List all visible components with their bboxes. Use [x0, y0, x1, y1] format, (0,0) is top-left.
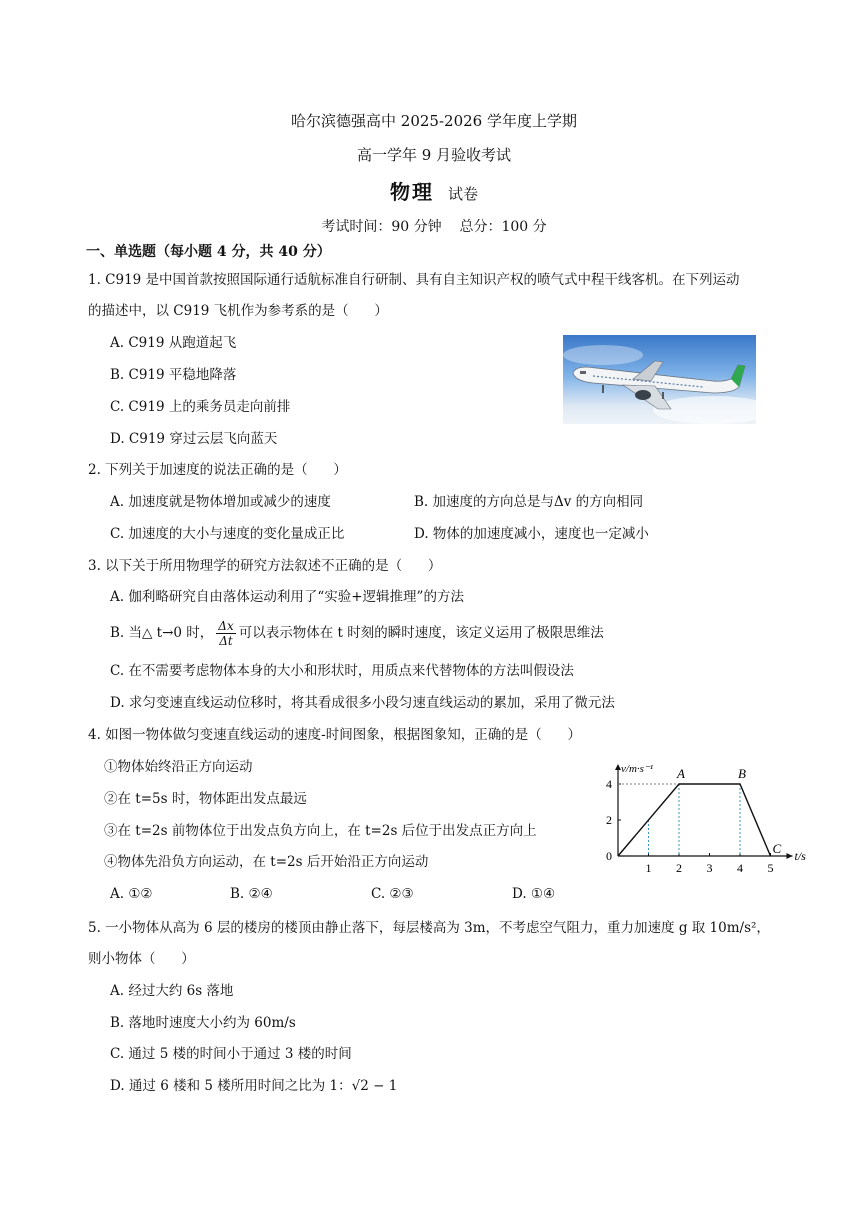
vt-graph-svg — [598, 760, 818, 878]
q4-statement-1: ①物体始终沿正方向运动 — [104, 759, 253, 775]
q5-stem-line2: 则小物体（ ） — [88, 951, 195, 967]
q3-stem: 3. 以下关于所用物理学的研究方法叙述不正确的是（ ） — [88, 558, 442, 574]
q2-option-b: B. 加速度的方向总是与Δv 的方向相同 — [414, 494, 644, 510]
airplane-illustration — [563, 335, 756, 424]
q5-stem-line1: 5. 一小物体从高为 6 层的楼房的楼顶由静止落下，每层楼高为 3m，不考虑空气阻力，重力加速度 g 取 10m/s²， — [88, 920, 770, 936]
q4-choice-b: B. ②④ — [230, 886, 273, 902]
q5-option-a: A. 经过大约 6s 落地 — [110, 983, 234, 999]
q3-option-b-pre: B. 当△ t→0 时， — [110, 625, 214, 641]
paper-label: 试卷 — [447, 185, 478, 203]
q4-statement-4: ④物体先沿负方向运动，在 t=2s 后开始沿正方向运动 — [104, 854, 429, 870]
q1-option-d: D. C919 穿过云层飞向蓝天 — [110, 431, 278, 447]
point-label-b: B — [738, 766, 746, 781]
y-tick-label: 2 — [606, 813, 612, 827]
q3-option-a: A. 伽利略研究自由落体运动利用了“实验+逻辑推理”的方法 — [110, 589, 464, 605]
velocity-line — [618, 784, 771, 856]
y-tick-label: 4 — [606, 777, 612, 791]
q3-option-b — [110, 618, 604, 648]
c919-airplane-photo — [563, 335, 756, 424]
fraction-numerator: Δx — [218, 619, 234, 633]
x-tick-label: 2 — [676, 861, 682, 875]
q3-option-c: C. 在不需要考虑物体本身的大小和形状时，用质点来代替物体的方法叫假设法 — [110, 663, 574, 679]
x-tick-label: 1 — [645, 861, 652, 875]
q5-option-d: D. 通过 6 楼和 5 楼所用时间之比为 1：√2 − 1 — [110, 1078, 398, 1094]
subject-name: 物理 — [389, 180, 434, 204]
y-axis-label: v/m·s⁻¹ — [621, 763, 654, 775]
q1-option-b: B. C919 平稳地降落 — [110, 367, 237, 383]
q4-statement-3: ③在 t=2s 前物体位于出发点负方向上，在 t=2s 后位于出发点正方向上 — [104, 823, 537, 839]
x-axis-arrow — [787, 853, 793, 859]
point-label-a: A — [677, 766, 685, 781]
q1-stem-line2: 的描述中，以 C919 飞机作为参考系的是（ ） — [88, 303, 388, 319]
q2-option-c: C. 加速度的大小与速度的变化量成正比 — [110, 526, 345, 542]
q4-choice-c: C. ②③ — [371, 886, 414, 902]
exam-time-total: 考试时间：90 分钟 总分：100 分 — [321, 219, 547, 235]
q5-option-c: C. 通过 5 楼的时间小于通过 3 楼的时间 — [110, 1046, 352, 1062]
section-title: 一、单选题（每小题 4 分，共 40 分） — [86, 244, 331, 260]
x-tick-label: 3 — [706, 861, 713, 875]
fraction-denominator: Δt — [219, 634, 233, 648]
q2-option-d: D. 物体的加速度减小，速度也一定减小 — [414, 526, 649, 542]
exam-title: 高一学年 9 月验收考试 — [356, 146, 512, 164]
q3-option-d: D. 求匀变速直线运动位移时，将其看成很多小段匀速直线运动的累加，采用了微元法 — [110, 695, 615, 711]
velocity-time-chart — [598, 760, 818, 878]
q3-option-b-post: 可以表示物体在 t 时刻的瞬时速度，该定义运用了极限思维法 — [238, 625, 604, 641]
q3-fraction — [216, 619, 235, 648]
point-label-c: C — [772, 841, 782, 856]
q2-option-a: A. 加速度就是物体增加或减少的速度 — [110, 494, 331, 510]
q2-stem: 2. 下列关于加速度的说法正确的是（ ） — [88, 462, 347, 478]
q4-choice-d: D. ①④ — [512, 886, 556, 902]
y-tick-label: 0 — [606, 849, 612, 863]
q4-statement-2: ②在 t=5s 时，物体距出发点最远 — [104, 791, 307, 807]
x-axis-label: t/s — [794, 849, 806, 863]
q5-option-b: B. 落地时速度大小约为 60m/s — [110, 1015, 296, 1031]
subject-title — [0, 176, 868, 205]
school-title: 哈尔滨德强高中 2025-2026 学年度上学期 — [291, 112, 577, 130]
x-tick-label: 5 — [767, 861, 774, 875]
x-tick-label: 4 — [737, 861, 743, 875]
q4-stem: 4. 如图一物体做匀变速直线运动的速度-时间图象，根据图象知，正确的是（ ） — [88, 727, 581, 743]
q1-option-a: A. C919 从跑道起飞 — [110, 335, 237, 351]
q1-option-c: C. C919 上的乘务员走向前排 — [110, 399, 291, 415]
q1-stem-line1: 1. C919 是中国首款按照国际通行适航标准自行研制、具有自主知识产权的喷气式中程干线客机。在下列运动 — [88, 272, 740, 288]
q4-choice-a: A. ①② — [110, 886, 153, 902]
